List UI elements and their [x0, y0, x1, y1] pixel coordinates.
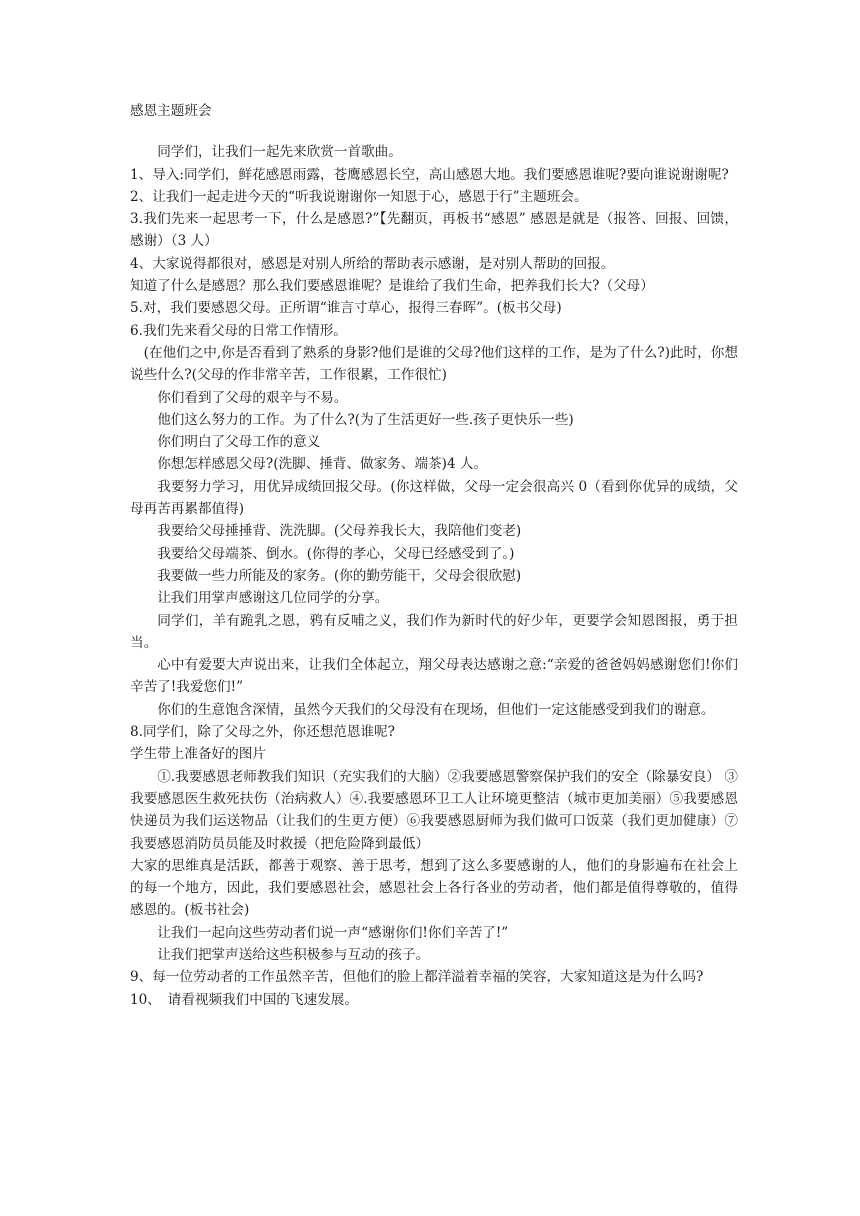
paragraph: 大家的思维真是活跃，都善于观察、善于思考，想到了这么多要感谢的人，他们的身影遍布在社会上的每一个地方，因此，我们要感恩社会，感恩社会上各行各业的劳动者，他们都是值得尊敬的，值得感恩的。(板书社会)	[130, 857, 738, 919]
paragraph: 3.我们先来一起思考一下，什么是感恩?”【先翻页，再板书“感恩” 感恩是就是（报答、回报、回馈，感谢）（3 人）	[130, 211, 738, 250]
paragraph: 心中有爱要大声说出来，让我们全体起立，翔父母表达感谢之意:“亲爱的爸爸妈妈感谢您们!你们辛苦了!我爱您们!”	[130, 657, 738, 696]
paragraph: 我要努力学习，用优异成绩回报父母。(你这样做，父母一定会很高兴 0（看到你优异的成绩，父母再苦再累都值得)	[130, 478, 738, 518]
paragraph: 同学们，让我们一起先来欣赏一首歌曲。	[157, 144, 402, 161]
paragraph: 6.我们先来看父母的日常工作情形。	[130, 322, 347, 339]
paragraph: 让我们把掌声送给这些积极参与互动的孩子。	[157, 946, 430, 963]
paragraph: 他们这么努力的工作。为了什么?(为了生活更好一些.孩子更快乐一些)	[157, 411, 574, 428]
paragraph: 同学们，羊有跪乳之恩，鸦有反哺之义，我们作为新时代的好少年，更要学会知恩图报，勇于担当。	[130, 612, 738, 651]
paragraph: 你想怎样感恩父母?(洗脚、捶背、做家务、端茶)4 人。	[157, 456, 488, 473]
paragraph: 9、每一位劳动者的工作虽然辛苦，但他们的脸上都洋溢着幸福的笑容，大家知道这是为什么吗?	[130, 969, 704, 986]
paragraph: 1、导入:同学们，鲜花感恩雨露，苍鹰感恩长空，高山感恩大地。我们要感恩谁呢?要向谁说谢谢呢?	[130, 166, 729, 183]
paragraph: 你们的生意饱含深情，虽然今天我们的父母没有在现场，但他们一定这能感受到我们的谢意。	[157, 701, 715, 718]
paragraph: (在他们之中,你是否看到了熟系的身影?他们是谁的父母?他们这样的工作，是为了什么?)此时，你想说些什么?(父母的作非常辛苦，工作很累，工作很忙)	[130, 344, 738, 384]
document-body	[130, 141, 738, 1011]
paragraph: 让我们用掌声感谢这几位同学的分享。	[157, 590, 389, 607]
paragraph: 我要给父母捶捶背、洗洗脚。(父母养我长大，我陪他们变老)	[157, 523, 522, 540]
paragraph: 10、 请看视频我们中国的飞速发展。	[130, 991, 358, 1008]
paragraph: 我要做一些力所能及的家务。(你的勤劳能干，父母会很欣慰)	[157, 567, 522, 584]
paragraph: 学生带上准备好的图片	[130, 746, 266, 763]
document-page	[130, 100, 738, 1011]
paragraph: 5.对，我们要感恩父母。正所谓“谁言寸草心，报得三春晖”。(板书父母)	[130, 300, 562, 317]
paragraph: 你们看到了父母的艰辛与不易。	[157, 389, 348, 406]
paragraph: 4、大家说得都很对，感恩是对别人所给的帮助表示感谢，是对别人帮助的回报。	[130, 255, 615, 272]
paragraph: 8.同学们，除了父母之外，你还想范恩谁呢?	[130, 724, 395, 741]
paragraph: 我要给父母端茶、倒水。(你得的孝心，父母已经感受到了。)	[157, 545, 515, 562]
paragraph: 你们明白了父母工作的意义	[157, 434, 321, 451]
paragraph: ①.我要感恩老师教我们知识（充实我们的大脑）②我要感恩警察保护我们的安全（除暴安良） ③我要感恩医生救死扶伤（治病救人）④.我要感恩环卫工人让环境更整洁（城市更加美丽）⑤我要感恩快递员为我们运送物品（让我们的生更方便）⑥我要感恩厨师为我们做可口饭菜（我们更加健康）⑦我要感恩消防员员能及时救援（把危险降到最低）	[130, 768, 738, 852]
paragraph: 让我们一起向这些劳动者们说一声“感谢你们!你们辛苦了!”	[157, 924, 509, 941]
document-title: 感恩主题班会	[130, 103, 212, 119]
paragraph: 知道了什么是感恩？那么我们要感恩谁呢？是谁给了我们生命，把养我们长大?（父母）	[130, 278, 654, 295]
paragraph: 2、让我们一起走进今天的“听我说谢谢你一知恩于心，感恩于行”主题班会。	[130, 188, 588, 205]
